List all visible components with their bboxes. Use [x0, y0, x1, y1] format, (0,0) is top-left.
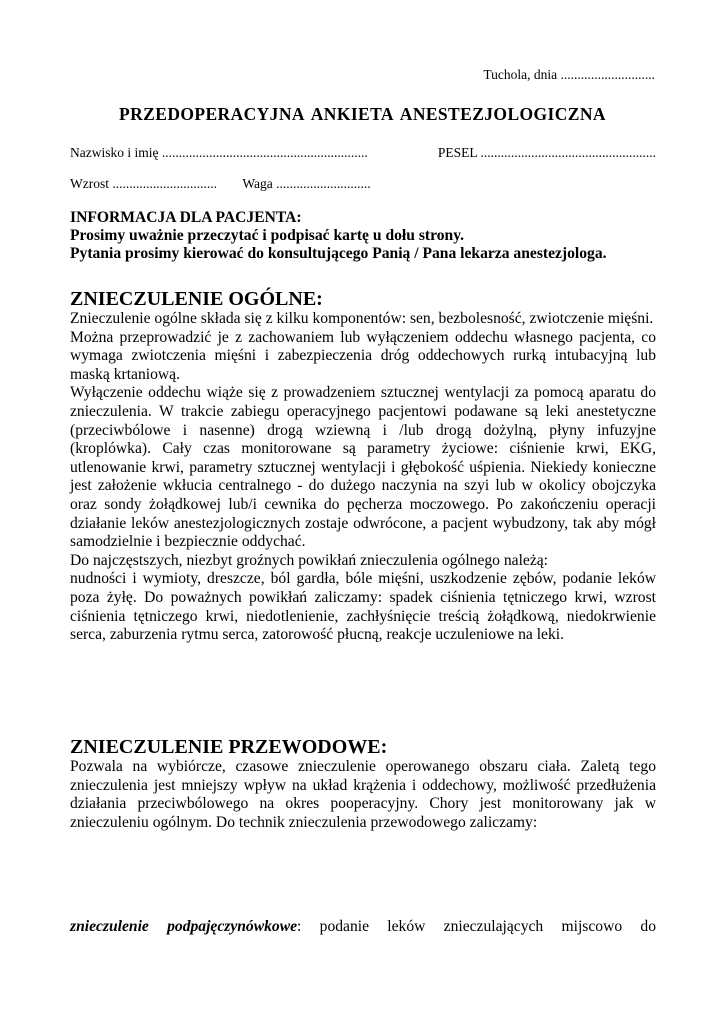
general-paragraph-1: Znieczulenie ogólne składa się z kilku komponentów: sen, bezbolesność, zwiotczenie mięśni. [70, 310, 654, 327]
patient-info-line-1: Prosimy uważnie przeczytać i podpisać kartę u dołu strony. [70, 227, 465, 244]
place-date: Tuchola, dnia ............................ [483, 67, 655, 82]
general-paragraph-4: Do najczęstszych, niezbyt groźnych powikłań znieczulenia ogólnego należą: [70, 551, 549, 569]
general-anesthesia-heading: ZNIECZULENIE OGÓLNE: [70, 288, 323, 310]
name-pesel-row [70, 145, 656, 161]
weight-field[interactable]: Waga ............................ [242, 176, 371, 191]
pesel-field[interactable]: PESEL .................................................... [437, 145, 656, 160]
regional-paragraph-1: Pozwala na wybiórcze, czasowe znieczulenie operowanego obszaru ciała. Zaletą tego znieczulenia jest mniejszy wpływ na układ krążenia i oddechowy, możliwość przedłużenia działania przeciwbólowego na okres pooperacyjny. Chory jest monitorowany jak w znieczuleniu ogólnym. Do technik znieczulenia przewodowego zaliczamy: [70, 758, 656, 831]
general-paragraph-3: Wyłączenie oddechu wiąże się z prowadzeniem sztucznej wentylacji za pomocą aparatu do znieczulenia. W trakcie zabiegu operacyjnego pacjentowi podawane są leki anestetyczne (przeciwbólowe i nasenne) drogą wziewną i /lub drogą dożylną, płyny infuzyjne (kroplówka). Cały czas monitorowane są parametry życiowe: ciśnienie krwi, EKG, utlenowanie krwi, parametry sztucznej wentylacji i głębokość uśpienia. Niekiedy konieczne jest założenie wkłucia centralnego - do dużego naczynia na szyi lub w okolicy obojczyka oraz sondy żołądkowej lub/i cewnika do pęcherza moczowego. Po zakończeniu operacji działanie leków anestezjologicznych zostaje odwrócone, a pacjent wybudzony, tak aby mógł samodzielnie i bezpiecznie oddychać. [70, 384, 656, 551]
height-weight-row [70, 176, 656, 192]
general-paragraph-2: Można przeprowadzić je z zachowaniem lub wyłączeniem oddechu własnego pacjenta, co wymaga zwiotczenia mięśni i zabezpieczenia dróg oddechowych rurką intubacyjną lub maską krtaniową. [70, 328, 656, 383]
general-paragraph-5: nudności i wymioty, dreszcze, ból gardła, bóle mięśni, uszkodzenie zębów, podanie leków poza żyłę. Do poważnych powikłań zaliczamy: spadek ciśnienia tętniczego krwi, wzrost ciśnienia tętniczego krwi, niedotlenienie, zachłyśnięcie treścią żołądkową, niedokrwienie serca, zaburzenia rytmu serca, zatorowość płucną, reakcje uczuleniowe na leki. [70, 570, 656, 644]
spinal-anesthesia-line [70, 918, 656, 937]
patient-info-heading: INFORMACJA DLA PACJENTA: [70, 209, 302, 226]
regional-anesthesia-heading: ZNIECZULENIE PRZEWODOWE: [70, 736, 388, 758]
general-anesthesia-section [70, 288, 656, 645]
patient-info-box [70, 209, 670, 263]
name-field[interactable]: Nazwisko i imię ............................................................. [70, 145, 368, 160]
patient-info-line-2: Pytania prosimy kierować do konsultującego Panią / Pana lekarza anestezjologa. [70, 245, 607, 262]
regional-anesthesia-section [70, 736, 656, 832]
document-title: PRZEDOPERACYJNA ANKIETA ANESTEZJOLOGICZNA [119, 104, 606, 124]
spinal-anesthesia-text: : podanie leków znieczulających mijscowo do [297, 918, 656, 935]
height-field[interactable]: Wzrost ............................... [70, 176, 217, 191]
spinal-anesthesia-term: znieczulenie podpajęczynówkowe [70, 918, 298, 935]
